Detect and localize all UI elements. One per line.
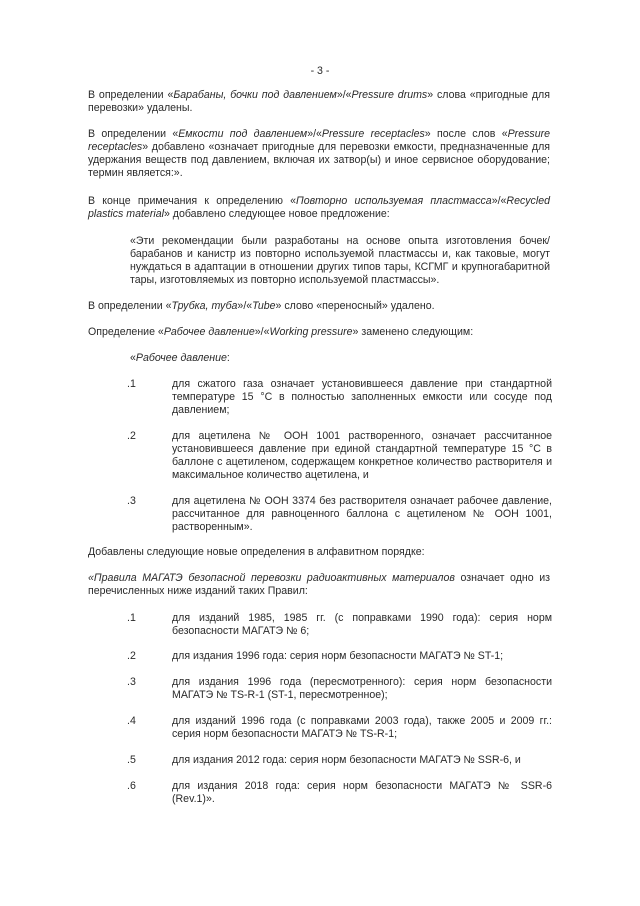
list-item xyxy=(127,715,552,741)
list-item xyxy=(127,650,552,663)
paragraph-new-definitions: Добавлены следующие новые определения в алфавитном порядке: xyxy=(88,546,425,558)
p2-post: » добавлено «означает пригодные для перевозки емкости, предназначенные для удержания веществ под давлением, включая их затвор(ы) и иное сервисное оборудование; термин является:». xyxy=(88,141,550,179)
p4-post: » слово «переносный» удалено. xyxy=(275,300,435,312)
list-item-text: для издания 1996 года: серия норм безопасности МАГАТЭ № ST-1; xyxy=(172,650,504,662)
paragraph-pressure-drums xyxy=(88,89,550,115)
list-item-text: для издания 2018 года: серия норм безопасности МАГАТЭ № SSR-6 (Rev.1)». xyxy=(172,780,552,805)
p7-post: означает одно из перечисленных ниже изданий таких Правил: xyxy=(88,572,550,597)
list-item-number: .4 xyxy=(127,715,136,727)
list-item-text: для издания 2012 года: серия норм безопасности МАГАТЭ № SSR-6, и xyxy=(172,754,521,766)
p1-term-en: Pressure drums xyxy=(351,89,428,101)
list-item-number: .2 xyxy=(127,430,136,442)
p5-term-en: Working pressure xyxy=(269,326,353,338)
wp-heading-term: Рабочее давление xyxy=(135,352,227,364)
list-item-text: для изданий 1985, 1985 гг. (с поправками 1990 года): серия норм безопасности МАГАТЭ № 6; xyxy=(172,612,552,637)
list-item xyxy=(127,754,552,767)
list-item-number: .2 xyxy=(127,650,136,662)
p2-term: Емкости под давлением xyxy=(178,128,308,140)
list-item-text: для ацетилена № ООН 1001 растворенного, означает рассчитанное установившееся давление при единой стандартной температуре 15 °C в баллоне с ацетиленом, содержащем конкретное количество растворителя и максимальное количество ацетилена, и xyxy=(172,430,552,481)
p5-post: » заменено следующим: xyxy=(352,326,474,338)
list-item-text: для сжатого газа означает установившееся давление при стандартной температуре 15 °C в полностью заполненных емкости или сосуде под давлением; xyxy=(172,378,552,416)
list-item-number: .1 xyxy=(127,378,136,390)
p2-term-en2: Pressure receptacles xyxy=(88,128,550,153)
paragraph-iaea-regulations xyxy=(88,572,550,598)
paragraph-tube xyxy=(88,300,550,313)
list-item-text: для ацетилена № ООН 3374 без растворителя означает рабочее давление, рассчитанное для равноценного баллона с ацетиленом № ООН 1001, растворенным». xyxy=(172,495,552,533)
working-pressure-heading xyxy=(130,352,230,365)
list-item xyxy=(127,780,552,806)
list-item xyxy=(127,495,552,534)
p5-pre: Определение « xyxy=(88,326,164,338)
wp-heading-post: : xyxy=(226,352,230,364)
p2-after: » после слов « xyxy=(424,128,508,140)
p3-post: » добавлено следующее новое предложение: xyxy=(163,208,390,220)
p4-term-en: Tube xyxy=(252,300,276,312)
list-item xyxy=(127,430,552,482)
list-item xyxy=(127,676,552,702)
quote-recycled-plastics: «Эти рекомендации были разработаны на основе опыта изготовления бочек/барабанов и канистр из повторно используемой пластмассы и, как таковые, могут нуждаться в адаптации в отношении других типов тары, КСГМГ и крупногабаритной тары, изготовляемых из повторно используемой пластмассы». xyxy=(130,235,550,286)
list-item xyxy=(127,378,552,417)
p4-term: Трубка, туба xyxy=(171,300,238,312)
list-item-number: .3 xyxy=(127,676,136,688)
list-item-text: для изданий 1996 года (с поправками 2003 года), также 2005 и 2009 гг.: серия норм безопасности МАГАТЭ № TS-R-1; xyxy=(172,715,552,740)
list-item-number: .5 xyxy=(127,754,136,766)
p5-term: Рабочее давление xyxy=(163,326,255,338)
p5-mid: »/« xyxy=(254,326,270,338)
list-item-number: .6 xyxy=(127,780,136,792)
p4-pre: В определении « xyxy=(88,300,172,312)
p2-pre: В определении « xyxy=(88,128,179,140)
list-item-text: для издания 1996 года (пересмотренного): серия норм безопасности МАГАТЭ № TS-R-1 (ST-1, пересмотренное); xyxy=(172,676,552,701)
paragraph-pressure-receptacles xyxy=(88,128,550,180)
p2-mid: »/« xyxy=(307,128,322,140)
paragraph-recycled-plastics xyxy=(88,195,550,221)
p7-term: «Правила МАГАТЭ безопасной перевозки радиоактивных материалов xyxy=(88,572,455,584)
wp-heading-pre: « xyxy=(130,352,136,364)
p1-mid: »/« xyxy=(336,89,352,101)
list-item-number: .3 xyxy=(127,495,136,507)
p3-pre: В конце примечания к определению « xyxy=(88,195,297,207)
p3-mid: »/« xyxy=(491,195,507,207)
list-item xyxy=(127,612,552,638)
p3-term: Повторно используемая пластмасса xyxy=(296,195,492,207)
list-item-number: .1 xyxy=(127,612,136,624)
page-number: - 3 - xyxy=(310,65,330,77)
paragraph-working-pressure xyxy=(88,326,550,339)
p1-term: Барабаны, бочки под давлением xyxy=(173,89,337,101)
p1-post: » слова «пригодные для перевозки» удалены. xyxy=(88,89,550,114)
p1-pre: В определении « xyxy=(88,89,174,101)
p3-term-en: Recycled plastics material xyxy=(88,195,550,220)
p2-term-en: Pressure receptacles xyxy=(321,128,425,140)
p4-mid: »/« xyxy=(237,300,253,312)
